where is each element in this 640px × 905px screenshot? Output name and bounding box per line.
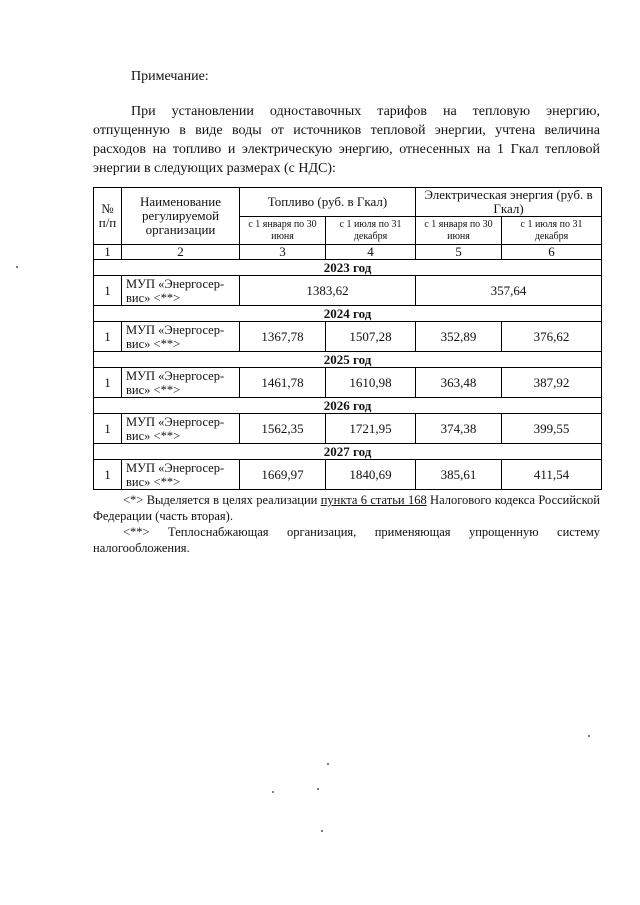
fuel-value: 1383,62 [240, 276, 416, 306]
year-header-2025: 2025 год [94, 352, 602, 368]
scan-speck [327, 763, 329, 765]
fuel-value-h2: 1840,69 [326, 460, 416, 490]
electric-value-h2: 411,54 [502, 460, 602, 490]
scan-speck [321, 830, 323, 832]
scan-speck [588, 735, 590, 737]
header-electric: Электрическая энергия (руб. в Гкал) [416, 188, 602, 217]
note-title: Примечание: [131, 69, 209, 84]
table-row [94, 414, 602, 444]
org-name: МУП «Энергосер-вис» <**> [122, 276, 240, 306]
electric-value: 357,64 [416, 276, 602, 306]
electric-value-h2: 376,62 [502, 322, 602, 352]
fuel-value-h2: 1610,98 [326, 368, 416, 398]
header-row-1 [94, 188, 602, 217]
year-header-2027: 2027 год [94, 444, 602, 460]
row-num: 1 [94, 368, 122, 398]
fuel-value-h1: 1367,78 [240, 322, 326, 352]
footnote-2-line-2: налогообложения. [93, 541, 190, 555]
fuel-value-h1: 1461,78 [240, 368, 326, 398]
table-row [94, 322, 602, 352]
col-number: 2 [122, 245, 240, 260]
row-num: 1 [94, 414, 122, 444]
col-number: 5 [416, 245, 502, 260]
tariff-table [93, 187, 602, 490]
scan-speck [317, 788, 319, 790]
header-fuel: Топливо (руб. в Гкал) [240, 188, 416, 217]
footnotes [93, 492, 600, 556]
table-row [94, 276, 602, 306]
footnote-1 [93, 492, 600, 524]
row-num: 1 [94, 460, 122, 490]
org-name: МУП «Энергосер-вис» <**> [122, 322, 240, 352]
scan-speck [272, 791, 274, 793]
fuel-value-h1: 1562,35 [240, 414, 326, 444]
table-row [94, 368, 602, 398]
year-header-2023: 2023 год [94, 260, 602, 276]
header-fuel-period2: с 1 июля по 31 декабря [326, 217, 416, 245]
header-fuel-period1: с 1 января по 30 июня [240, 217, 326, 245]
column-number-row [94, 245, 602, 260]
org-name: МУП «Энергосер-вис» <**> [122, 368, 240, 398]
org-name: МУП «Энергосер-вис» <**> [122, 414, 240, 444]
header-num: № п/п [94, 188, 122, 245]
col-number: 3 [240, 245, 326, 260]
header-org: Наименование регулируемой организации [122, 188, 240, 245]
electric-value-h2: 399,55 [502, 414, 602, 444]
electric-value-h2: 387,92 [502, 368, 602, 398]
header-electric-period2: с 1 июля по 31 декабря [502, 217, 602, 245]
footnote-2-line-1: <**> Теплоснабжающая организация, применяющая упрощенную систему [123, 525, 600, 539]
scan-speck [16, 266, 18, 268]
electric-value-h1: 374,38 [416, 414, 502, 444]
col-number: 6 [502, 245, 602, 260]
electric-value-h1: 363,48 [416, 368, 502, 398]
electric-value-h1: 352,89 [416, 322, 502, 352]
org-name: МУП «Энергосер-вис» <**> [122, 460, 240, 490]
fuel-value-h2: 1721,95 [326, 414, 416, 444]
row-num: 1 [94, 322, 122, 352]
law-reference-link[interactable]: пункта 6 статьи 168 [320, 493, 427, 507]
year-header-2024: 2024 год [94, 306, 602, 322]
header-electric-period1: с 1 января по 30 июня [416, 217, 502, 245]
col-number: 1 [94, 245, 122, 260]
footnote-1-prefix: <*> Выделяется в целях реализации [123, 493, 321, 507]
footnote-1-suffix: Налогового кодекса Российской Федерации (часть вторая). [93, 493, 600, 523]
col-number: 4 [326, 245, 416, 260]
table-row [94, 460, 602, 490]
fuel-value-h1: 1669,97 [240, 460, 326, 490]
fuel-value-h2: 1507,28 [326, 322, 416, 352]
year-header-2026: 2026 год [94, 398, 602, 414]
intro-paragraph: При установлении одноставочных тарифов на тепловую энергию, отпущенную в виде воды от источников тепловой энергии, учтена величина расходов на топливо и электрическую энергию, отнесенных на 1 Гкал тепловой энергии в следующих размерах (с НДС): [93, 104, 600, 176]
row-num: 1 [94, 276, 122, 306]
electric-value-h1: 385,61 [416, 460, 502, 490]
